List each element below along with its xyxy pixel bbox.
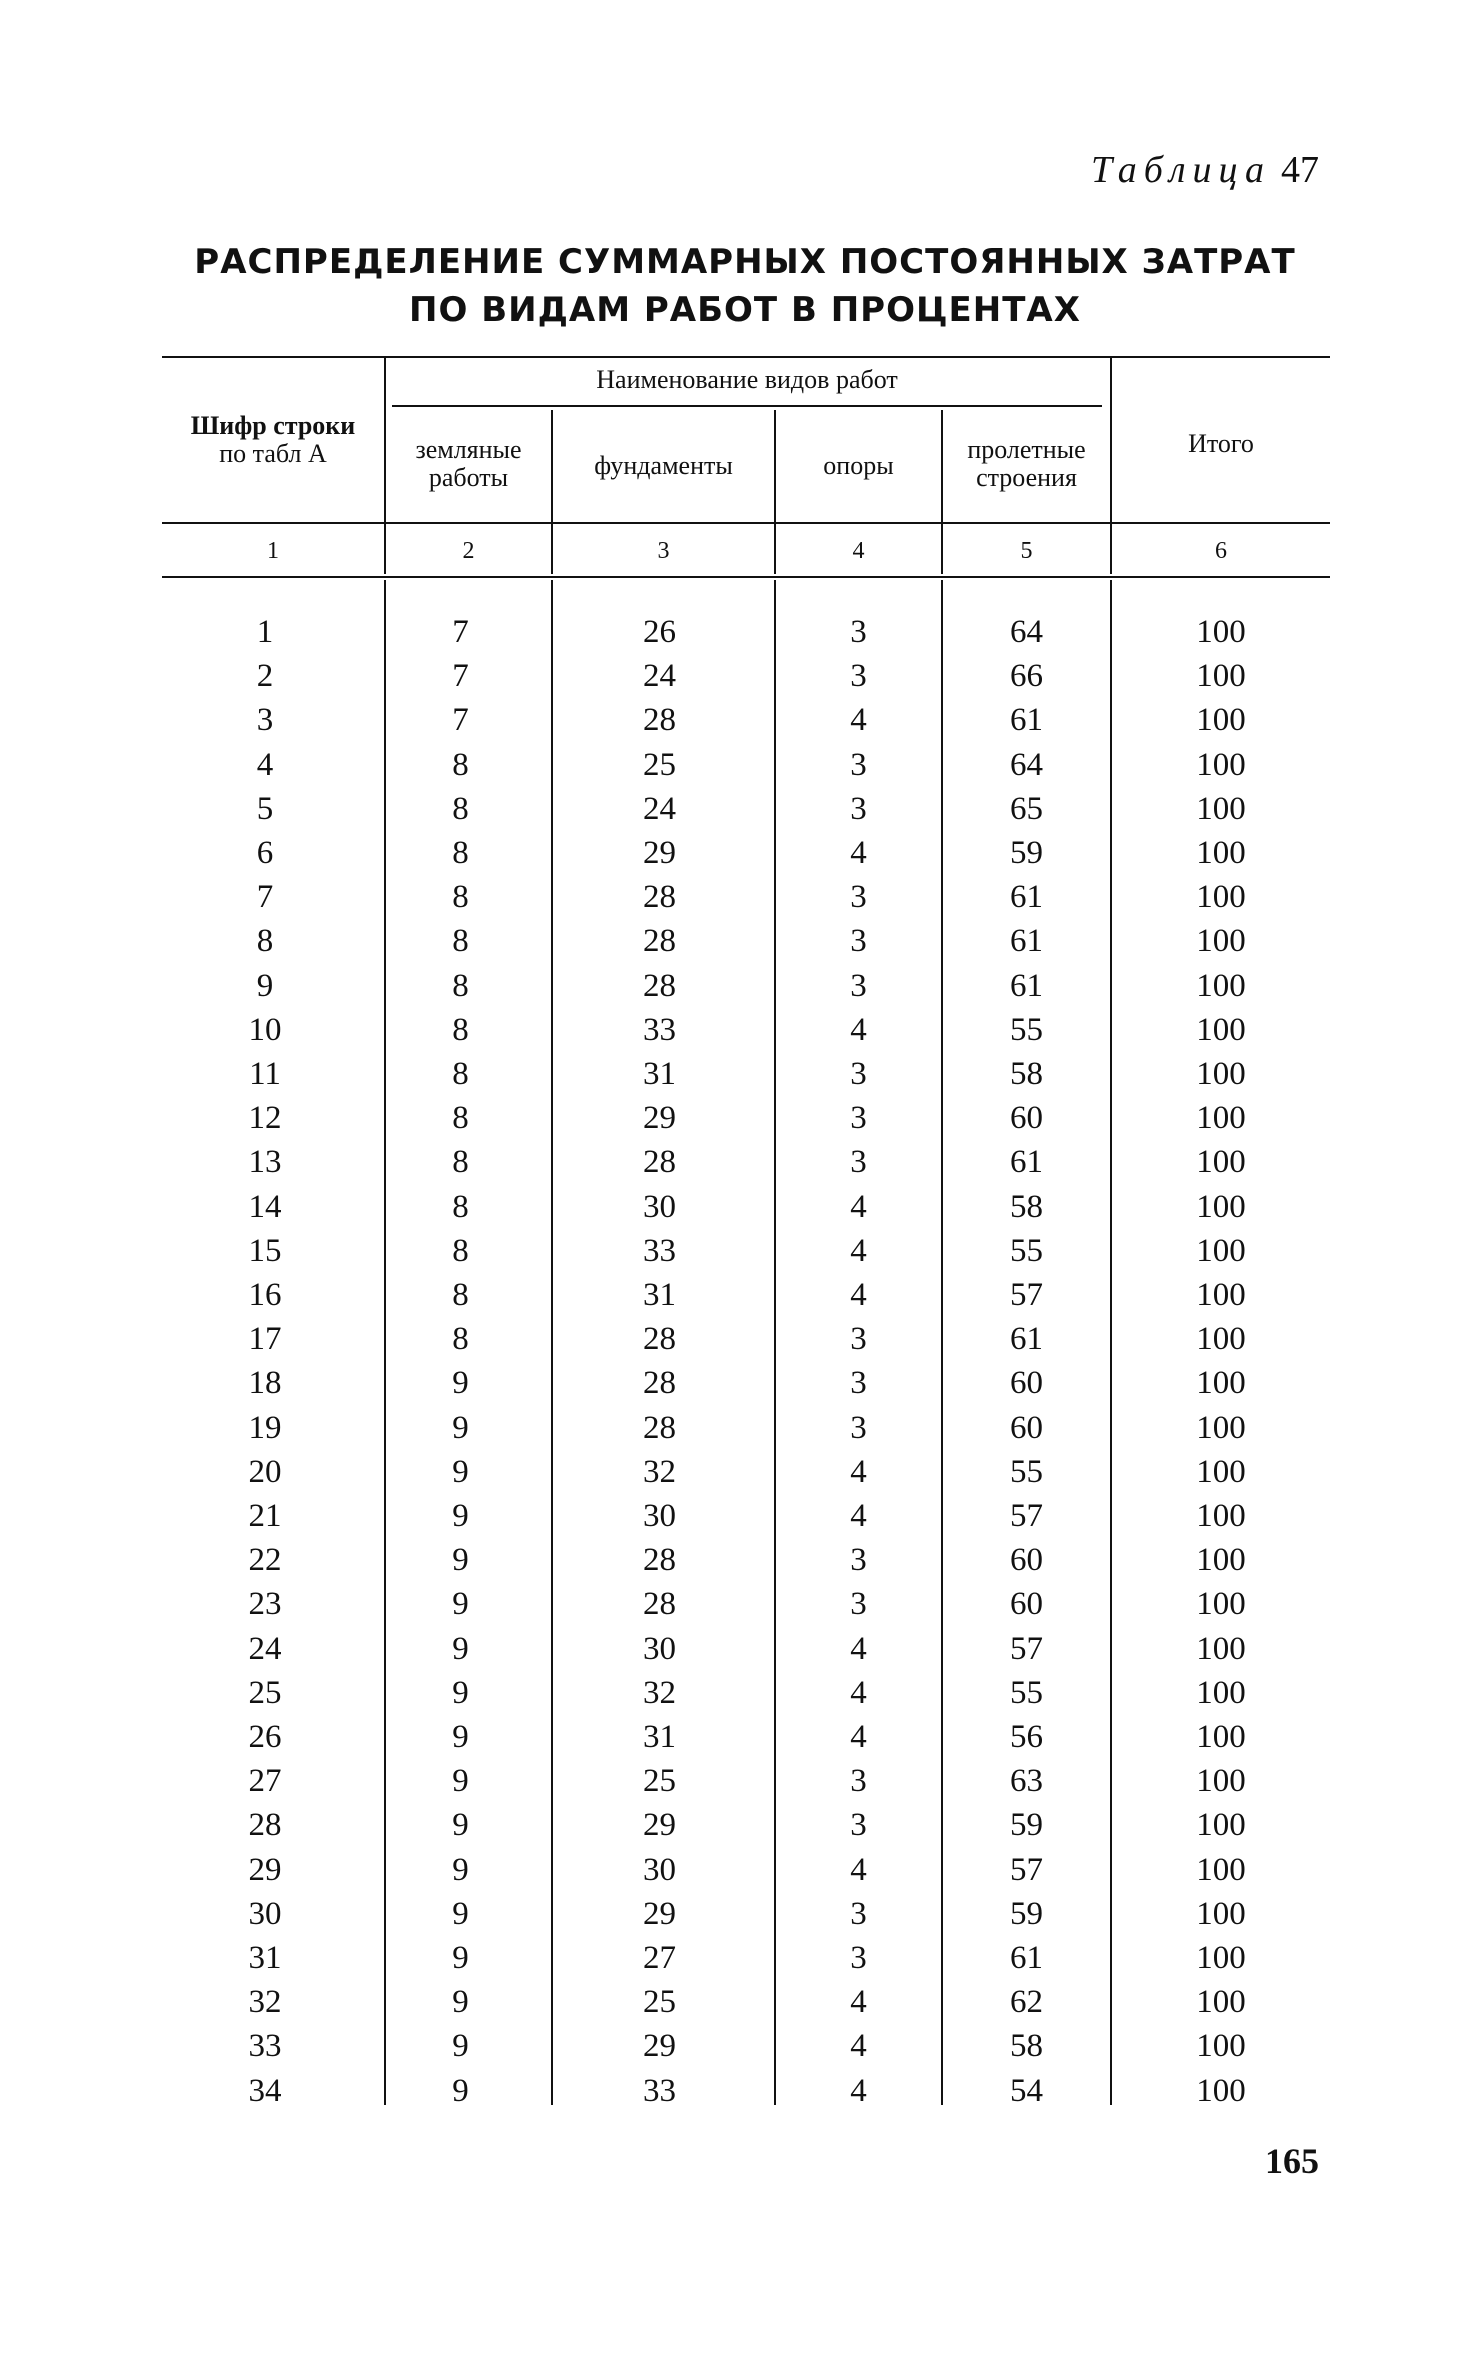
column-number: 5: [1020, 538, 1033, 564]
table-cell: 61: [1010, 1940, 1043, 1976]
table-cell: 61: [1010, 879, 1043, 916]
table-cell: 28: [643, 1586, 676, 1623]
table-cell: 61: [1010, 1321, 1043, 1358]
col-spans-line-1: пролетные: [967, 435, 1086, 464]
row-code-cell: 4: [256, 746, 274, 783]
table-cell: 55: [1010, 1453, 1043, 1490]
table-cell: 61: [1010, 1144, 1043, 1181]
table-cell: 100: [1196, 614, 1246, 650]
table-cell: 8: [452, 967, 469, 1004]
row-code-cell: 34: [248, 2072, 282, 2109]
row-code-cell: 8: [256, 923, 274, 960]
table-cell: 66: [1010, 658, 1043, 695]
row-code-cell: 5: [256, 790, 274, 827]
group-header: Наименование видов работ: [596, 365, 898, 394]
table-cell: 55: [1010, 1011, 1043, 1048]
table-cell: 60: [1010, 1409, 1043, 1446]
table-cell: 9: [452, 1807, 469, 1844]
table-cell: 63: [1010, 1763, 1043, 1800]
table-cell: 33: [643, 2072, 676, 2109]
col-supports-header: опоры: [823, 451, 894, 480]
table-cell: 8: [452, 790, 469, 827]
table-cell: 9: [452, 1940, 469, 1976]
table-cell: 65: [1010, 790, 1043, 827]
table-cell: 28: [643, 1321, 676, 1358]
table-cell: 100: [1196, 1365, 1246, 1402]
table-cell: 59: [1010, 1807, 1043, 1844]
row-code-header-line-2: по табл А: [219, 439, 327, 468]
row-code-cell: 25: [248, 1674, 282, 1711]
table-cell: 3: [850, 1763, 867, 1800]
table-cell: 31: [643, 1719, 676, 1755]
table-cell: 4: [850, 1453, 867, 1490]
table-cell: 3: [850, 1940, 867, 1976]
table-cell: 3: [850, 879, 867, 916]
table-cell: 3: [850, 1100, 867, 1137]
row-code-cell: 19: [248, 1409, 282, 1446]
table-cell: 3: [850, 1321, 867, 1358]
row-code-cell: 26: [248, 1719, 282, 1755]
table-cell: 4: [850, 1630, 867, 1667]
table-cell: 4: [850, 1719, 867, 1755]
header-bottom-rule: [162, 522, 1330, 524]
table-cell: 100: [1196, 1630, 1246, 1667]
table-cell: 8: [452, 1277, 469, 1313]
row-code-cell: 27: [248, 1763, 282, 1800]
row-code-cell: 1: [256, 614, 274, 650]
table-cell: 3: [850, 1586, 867, 1623]
table-cell: 8: [452, 1144, 469, 1181]
table-cell: 3: [850, 1409, 867, 1446]
table-cell: 55: [1010, 1674, 1043, 1711]
table-cell: 8: [452, 746, 469, 783]
table-cell: 57: [1010, 1277, 1043, 1313]
caption-label: Таблица: [1091, 149, 1271, 191]
table-cell: 100: [1196, 1056, 1246, 1092]
table-cell: 32: [643, 1674, 676, 1711]
table-cell: 9: [452, 1763, 469, 1800]
table-cell: 100: [1196, 702, 1246, 739]
table-cell: 55: [1010, 1232, 1043, 1269]
table-cell: 100: [1196, 1232, 1246, 1269]
row-code-cell: 11: [249, 1056, 281, 1092]
column-number: 6: [1215, 538, 1227, 564]
row-code-cell: 22: [248, 1542, 282, 1579]
table-cell: 3: [850, 1807, 867, 1844]
table-cell: 30: [643, 1851, 676, 1888]
table-cell: 9: [452, 1365, 469, 1402]
row-code-cell: 7: [256, 879, 274, 916]
table-top-rule: [162, 356, 1330, 358]
table-cell: 54: [1010, 2072, 1043, 2109]
table-cell: 29: [643, 1895, 676, 1932]
table-cell: 100: [1196, 1984, 1246, 2021]
col-spans-line-2: строения: [976, 463, 1077, 492]
row-code-cell: 23: [248, 1586, 282, 1623]
row-code-cell: 29: [248, 1851, 282, 1888]
table-cell: 60: [1010, 1100, 1043, 1137]
table-cell: 8: [452, 835, 469, 871]
table-cell: 3: [850, 746, 867, 783]
row-code-cell: 31: [248, 1940, 282, 1976]
table-cell: 3: [850, 1365, 867, 1402]
table-cell: 100: [1196, 1498, 1246, 1534]
table-cell: 28: [643, 879, 676, 916]
table-cell: 100: [1196, 1144, 1246, 1181]
table-cell: 25: [643, 1763, 676, 1800]
table-cell: 100: [1196, 790, 1246, 827]
table-cell: 100: [1196, 1409, 1246, 1446]
table-cell: 28: [643, 1144, 676, 1181]
table-cell: 100: [1196, 1940, 1246, 1976]
table-cell: 100: [1196, 2072, 1246, 2109]
table-cell: 100: [1196, 1674, 1246, 1711]
col-total-header: Итого: [1188, 429, 1254, 458]
table-cell: 9: [452, 1895, 469, 1932]
table-cell: 27: [643, 1940, 676, 1976]
table-cell: 3: [850, 1056, 867, 1092]
table-cell: 9: [452, 1453, 469, 1490]
table-cell: 100: [1196, 1542, 1246, 1579]
row-code-cell: 3: [256, 702, 274, 739]
table-cell: 4: [850, 1498, 867, 1534]
table-cell: 3: [850, 923, 867, 960]
table-cell: 30: [643, 1498, 676, 1534]
table-cell: 58: [1010, 1188, 1043, 1225]
table-cell: 8: [452, 1100, 469, 1137]
row-code-cell: 21: [248, 1498, 282, 1534]
table-cell: 100: [1196, 1807, 1246, 1844]
table-cell: 28: [643, 967, 676, 1004]
row-code-cell: 13: [248, 1144, 282, 1181]
table-cell: 32: [643, 1453, 676, 1490]
table-cell: 3: [850, 1895, 867, 1932]
table-cell: 29: [643, 835, 676, 871]
row-code-cell: 2: [256, 658, 274, 695]
row-code-cell: 18: [248, 1365, 282, 1402]
table-cell: 58: [1010, 2028, 1043, 2065]
table-cell: 28: [643, 702, 676, 739]
row-code-cell: 30: [248, 1895, 282, 1932]
table-cell: 7: [452, 702, 469, 739]
row-code-cell: 20: [248, 1453, 282, 1490]
table-cell: 64: [1010, 746, 1043, 783]
column-numbers-rule: [162, 576, 1330, 578]
table-cell: 9: [452, 1498, 469, 1534]
table-cell: 30: [643, 1188, 676, 1225]
table-cell: 100: [1196, 1100, 1246, 1137]
table-cell: 9: [452, 1984, 469, 2021]
table-cell: 8: [452, 1188, 469, 1225]
table-cell: 100: [1196, 1719, 1246, 1755]
title-line-1: РАСПРЕДЕЛЕНИЕ СУММАРНЫХ ПОСТОЯННЫХ ЗАТРАТ: [194, 242, 1296, 282]
table-cell: 8: [452, 1232, 469, 1269]
table-cell: 4: [850, 1851, 867, 1888]
table-cell: 33: [643, 1232, 676, 1269]
row-code-cell: 9: [256, 967, 274, 1004]
table-cell: 100: [1196, 1453, 1246, 1490]
row-code-cell: 28: [248, 1807, 282, 1844]
table-cell: 100: [1196, 835, 1246, 871]
table-cell: 28: [643, 923, 676, 960]
table-cell: 100: [1196, 1188, 1246, 1225]
table-cell: 9: [452, 1409, 469, 1446]
table-cell: 61: [1010, 967, 1043, 1004]
row-code-cell: 17: [248, 1321, 282, 1358]
table-cell: 4: [850, 2028, 867, 2065]
table-cell: 3: [850, 1144, 867, 1181]
table-cell: 100: [1196, 2028, 1246, 2065]
table-cell: 31: [643, 1277, 676, 1313]
col-earthworks-line-2: работы: [428, 463, 509, 492]
column-number: 4: [852, 538, 865, 564]
table-cell: 60: [1010, 1365, 1043, 1402]
table-cell: 29: [643, 2028, 676, 2065]
table-cell: 9: [452, 2072, 469, 2109]
table-cell: 9: [452, 1586, 469, 1623]
table-cell: 61: [1010, 702, 1043, 739]
table-cell: 4: [850, 1277, 867, 1313]
table-cell: 33: [643, 1011, 676, 1048]
table-cell: 4: [850, 1984, 867, 2021]
table-cell: 100: [1196, 1321, 1246, 1358]
table-cell: 7: [452, 614, 469, 650]
table-cell: 59: [1010, 835, 1043, 871]
table-cell: 28: [643, 1409, 676, 1446]
col-earthworks-header: [386, 436, 551, 492]
table-cell: 60: [1010, 1542, 1043, 1579]
row-code-cell: 10: [248, 1011, 282, 1048]
table-cell: 4: [850, 1188, 867, 1225]
table-cell: 4: [850, 835, 867, 871]
table-cell: 100: [1196, 1586, 1246, 1623]
table-cell: 29: [643, 1807, 676, 1844]
column-number: 1: [267, 538, 279, 564]
table-cell: 8: [452, 1011, 469, 1048]
col-foundations-header: фундаменты: [594, 451, 733, 480]
title-line-2: ПО ВИДАМ РАБОТ В ПРОЦЕНТАХ: [409, 290, 1081, 330]
table-cell: 4: [850, 702, 867, 739]
column-number: 3: [657, 538, 670, 564]
table-cell: 61: [1010, 923, 1043, 960]
caption-number: 47: [1281, 149, 1319, 191]
col-spans-header: [943, 436, 1110, 492]
col-earthworks-line-1: земляные: [415, 435, 522, 464]
table-cell: 100: [1196, 923, 1246, 960]
table-cell: 3: [850, 1542, 867, 1579]
table-cell: 60: [1010, 1586, 1043, 1623]
table-cell: 4: [850, 2072, 867, 2109]
table-cell: 57: [1010, 1498, 1043, 1534]
table-cell: 100: [1196, 1277, 1246, 1313]
page-number: 165: [1265, 2141, 1319, 2181]
table-cell: 3: [850, 790, 867, 827]
table-cell: 9: [452, 1630, 469, 1667]
table-cell: 8: [452, 1056, 469, 1092]
table-cell: 100: [1196, 1763, 1246, 1800]
table-cell: 59: [1010, 1895, 1043, 1932]
table-cell: 62: [1010, 1984, 1043, 2021]
table-caption: [1091, 148, 1319, 192]
table-cell: 3: [850, 614, 867, 650]
table-cell: 30: [643, 1630, 676, 1667]
table-cell: 57: [1010, 1851, 1043, 1888]
table-cell: 8: [452, 923, 469, 960]
table-cell: 9: [452, 1719, 469, 1755]
table-cell: 100: [1196, 1011, 1246, 1048]
table-cell: 9: [452, 1851, 469, 1888]
table-cell: 4: [850, 1232, 867, 1269]
row-code-cell: 33: [248, 2028, 282, 2065]
page-title: [160, 238, 1330, 334]
table-cell: 28: [643, 1365, 676, 1402]
table-cell: 8: [452, 879, 469, 916]
table-cell: 100: [1196, 879, 1246, 916]
table-cell: 25: [643, 746, 676, 783]
table-cell: 24: [643, 658, 676, 695]
table-cell: 4: [850, 1011, 867, 1048]
table-cell: 57: [1010, 1630, 1043, 1667]
table-cell: 29: [643, 1100, 676, 1137]
table-cell: 26: [643, 614, 676, 650]
table-cell: 3: [850, 967, 867, 1004]
table-cell: 9: [452, 1542, 469, 1579]
row-code-cell: 6: [256, 835, 274, 871]
table-cell: 9: [452, 2028, 469, 2065]
table-cell: 56: [1010, 1719, 1043, 1755]
row-code-cell: 14: [248, 1188, 282, 1225]
table-cell: 4: [850, 1674, 867, 1711]
table-cell: 100: [1196, 1895, 1246, 1932]
table-cell: 100: [1196, 746, 1246, 783]
table-cell: 25: [643, 1984, 676, 2021]
table-cell: 31: [643, 1056, 676, 1092]
table-cell: 8: [452, 1321, 469, 1358]
row-code-cell: 12: [248, 1100, 282, 1137]
row-code-header-line-1: Шифр строки: [190, 411, 356, 440]
column-number: 2: [462, 538, 475, 564]
row-code-header: [162, 412, 384, 468]
table-cell: 58: [1010, 1056, 1043, 1092]
row-code-cell: 15: [248, 1232, 282, 1269]
table-cell: 24: [643, 790, 676, 827]
table-cell: 64: [1010, 614, 1043, 650]
table-cell: 7: [452, 658, 469, 695]
table-cell: 100: [1196, 1851, 1246, 1888]
table-cell: 28: [643, 1542, 676, 1579]
table-cell: 100: [1196, 967, 1246, 1004]
row-code-cell: 24: [248, 1630, 282, 1667]
row-code-cell: 16: [248, 1277, 282, 1313]
table-cell: 100: [1196, 658, 1246, 695]
group-header-rule: [392, 405, 1102, 407]
table-cell: 9: [452, 1674, 469, 1711]
table-cell: 3: [850, 658, 867, 695]
row-code-cell: 32: [248, 1984, 282, 2021]
